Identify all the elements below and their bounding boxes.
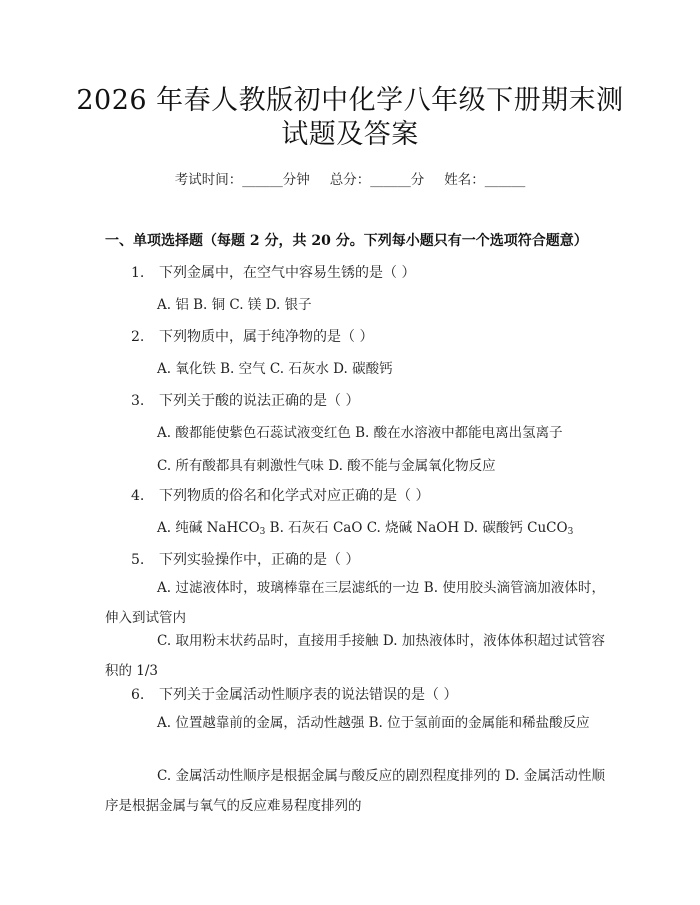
question-text: 下列关于酸的说法正确的是（ ） <box>159 393 360 409</box>
question-1-options: A. 铝 B. 铜 C. 镁 D. 银子 <box>157 297 312 313</box>
question-number: 2. <box>131 329 145 345</box>
section-heading: 一、单项选择题（每题 2 分，共 20 分。下列每小题只有一个选项符合题意） <box>105 233 588 249</box>
question-6 <box>131 684 457 704</box>
question-5 <box>131 549 359 569</box>
question-number: 1. <box>131 265 145 281</box>
question-number: 6. <box>131 687 145 703</box>
exam-name: 姓名：______ <box>444 172 526 188</box>
page-title-line-2: 试题及答案 <box>281 119 419 150</box>
question-4-options <box>157 516 573 537</box>
question-number: 5. <box>131 552 145 568</box>
question-number: 4. <box>131 488 145 504</box>
question-text: 下列关于金属活动性顺序表的说法错误的是（ ） <box>159 687 458 703</box>
question-3-options-cd: C. 所有酸都具有刺激性气味 D. 酸不能与金属氧化物反应 <box>157 458 496 474</box>
question-4 <box>131 485 429 505</box>
page-title-line-1: 2026 年春人教版初中化学八年级下册期末测 <box>76 85 624 116</box>
question-1 <box>131 262 415 282</box>
question-text: 下列物质中，属于纯净物的是（ ） <box>159 329 374 345</box>
exam-score: 总分：______分 <box>329 172 425 188</box>
exam-time: 考试时间：______分钟 <box>174 172 310 188</box>
subscript: 3 <box>567 527 574 537</box>
question-3 <box>131 390 359 410</box>
question-5-options-cd: C. 取用粉末状药品时，直接用手接触 D. 加热液体时，液体体积超过试管容积的 1/3 <box>105 633 605 679</box>
subscript: 3 <box>259 527 266 537</box>
question-text: 下列金属中，在空气中容易生锈的是（ ） <box>159 265 416 281</box>
question-2 <box>131 326 373 346</box>
question-5-options-ab: A. 过滤液体时，玻璃棒靠在三层滤纸的一边 B. 使用胶头滴管滴加液体时，伸入到试管内 <box>105 580 605 626</box>
question-6-options-ab: A. 位置越靠前的金属，活动性越强 B. 位于氢前面的金属能和稀盐酸反应 <box>157 715 590 731</box>
question-text: 下列实验操作中，正确的是（ ） <box>159 552 360 568</box>
question-3-options-ab: A. 酸都能使紫色石蕊试液变红色 B. 酸在水溶液中都能电离出氢离子 <box>157 425 563 441</box>
option-text-b: B. 石灰石 CaO C. 烧碱 NaOH D. 碳酸钙 CuCO <box>265 520 568 536</box>
question-6-options-cd: C. 金属活动性顺序是根据金属与酸反应的剧烈程度排列的 D. 金属活动性顺序是根据金属与氧气的反应难易程度排列的 <box>105 768 605 814</box>
option-text-a: A. 纯碱 NaHCO <box>157 520 260 536</box>
exam-meta <box>0 168 700 188</box>
question-text: 下列物质的俗名和化学式对应正确的是（ ） <box>159 488 430 504</box>
question-2-options: A. 氧化铁 B. 空气 C. 石灰水 D. 碳酸钙 <box>157 361 393 377</box>
question-number: 3. <box>131 393 145 409</box>
